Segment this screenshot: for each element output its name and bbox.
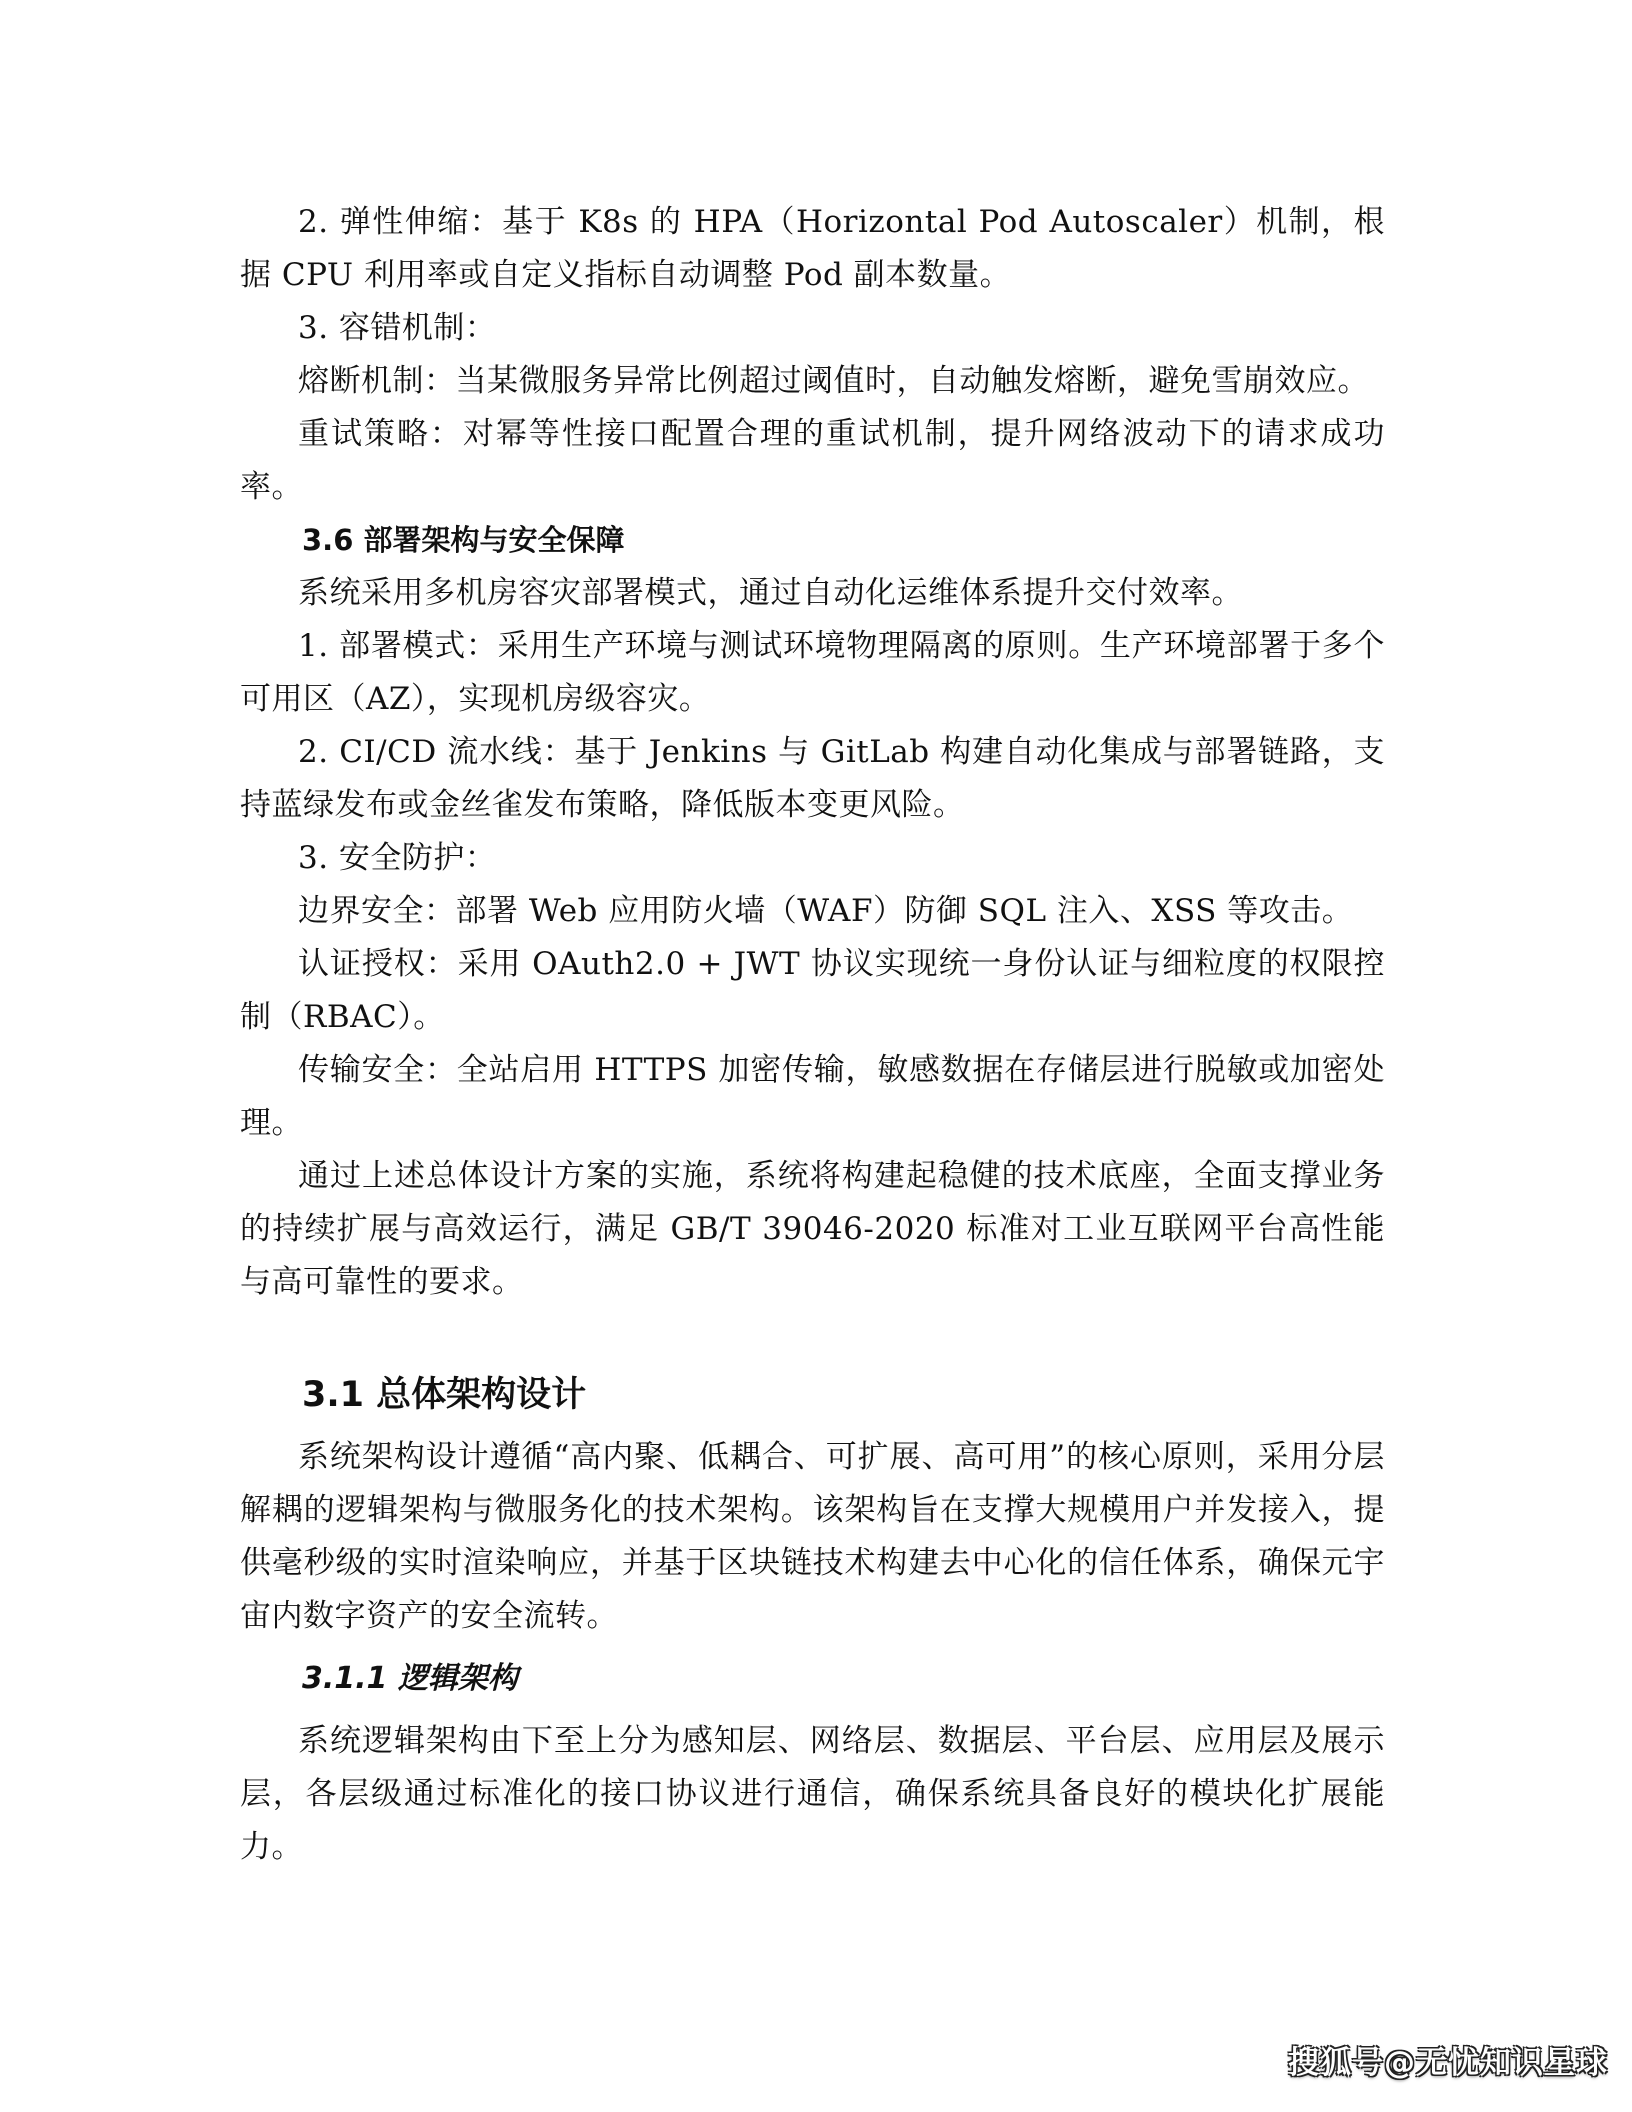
sohu-watermark: 搜狐号@无忧知识星球	[1288, 2045, 1608, 2081]
elastic-scaling-paragraph: 2. 弹性伸缩：基于 K8s 的 HPA（Horizontal Pod Autoscaler）机制，根据 CPU 利用率或自定义指标自动调整 Pod 副本数量。	[240, 204, 1385, 293]
conclusion-paragraph: 通过上述总体设计方案的实施，系统将构建起稳健的技术底座，全面支撑业务的持续扩展与高效运行，满足 GB/T 39046-2020 标准对工业互联网平台高性能与高可靠性的要求。	[240, 1158, 1385, 1300]
section-heading-3-1-1: 3.1.1 逻辑架构	[302, 1661, 518, 1696]
security-label: 3. 安全防护：	[298, 840, 497, 876]
auth-paragraph: 认证授权：采用 OAuth2.0 + JWT 协议实现统一身份认证与细粒度的权限控制（RBAC）。	[240, 946, 1385, 1035]
cicd-paragraph: 2. CI/CD 流水线：基于 Jenkins 与 GitLab 构建自动化集成与部署链路，支持蓝绿发布或金丝雀发布策略，降低版本变更风险。	[240, 734, 1385, 823]
deploy-mode-paragraph: 1. 部署模式：采用生产环境与测试环境物理隔离的原则。生产环境部署于多个可用区（AZ），实现机房级容灾。	[240, 628, 1385, 717]
logic-architecture-paragraph: 系统逻辑架构由下至上分为感知层、网络层、数据层、平台层、应用层及展示层，各层级通过标准化的接口协议进行通信，确保系统具备良好的模块化扩展能力。	[240, 1723, 1385, 1865]
architecture-intro-paragraph: 系统架构设计遵循“高内聚、低耦合、可扩展、高可用”的核心原则，采用分层解耦的逻辑架构与微服务化的技术架构。该架构旨在支撑大规模用户并发接入，提供毫秒级的实时渲染响应，并基于区块链技术构建去中心化的信任体系，确保元宇宙内数字资产的安全流转。	[240, 1439, 1385, 1634]
circuit-breaker-paragraph: 熔断机制：当某微服务异常比例超过阈值时，自动触发熔断，避免雪崩效应。	[298, 363, 1369, 399]
fault-tolerance-label: 3. 容错机制：	[298, 310, 497, 346]
section-heading-3-1: 3.1 总体架构设计	[302, 1375, 587, 1415]
transport-security-paragraph: 传输安全：全站启用 HTTPS 加密传输，敏感数据在存储层进行脱敏或加密处理。	[240, 1052, 1385, 1141]
document-body	[240, 196, 1385, 1874]
retry-policy-paragraph: 重试策略：对幂等性接口配置合理的重试机制，提升网络波动下的请求成功率。	[240, 416, 1385, 505]
deployment-intro-paragraph: 系统采用多机房容灾部署模式，通过自动化运维体系提升交付效率。	[298, 575, 1243, 611]
boundary-security-paragraph: 边界安全：部署 Web 应用防火墙（WAF）防御 SQL 注入、XSS 等攻击。	[298, 893, 1354, 929]
section-heading-3-6: 3.6 部署架构与安全保障	[302, 523, 625, 557]
